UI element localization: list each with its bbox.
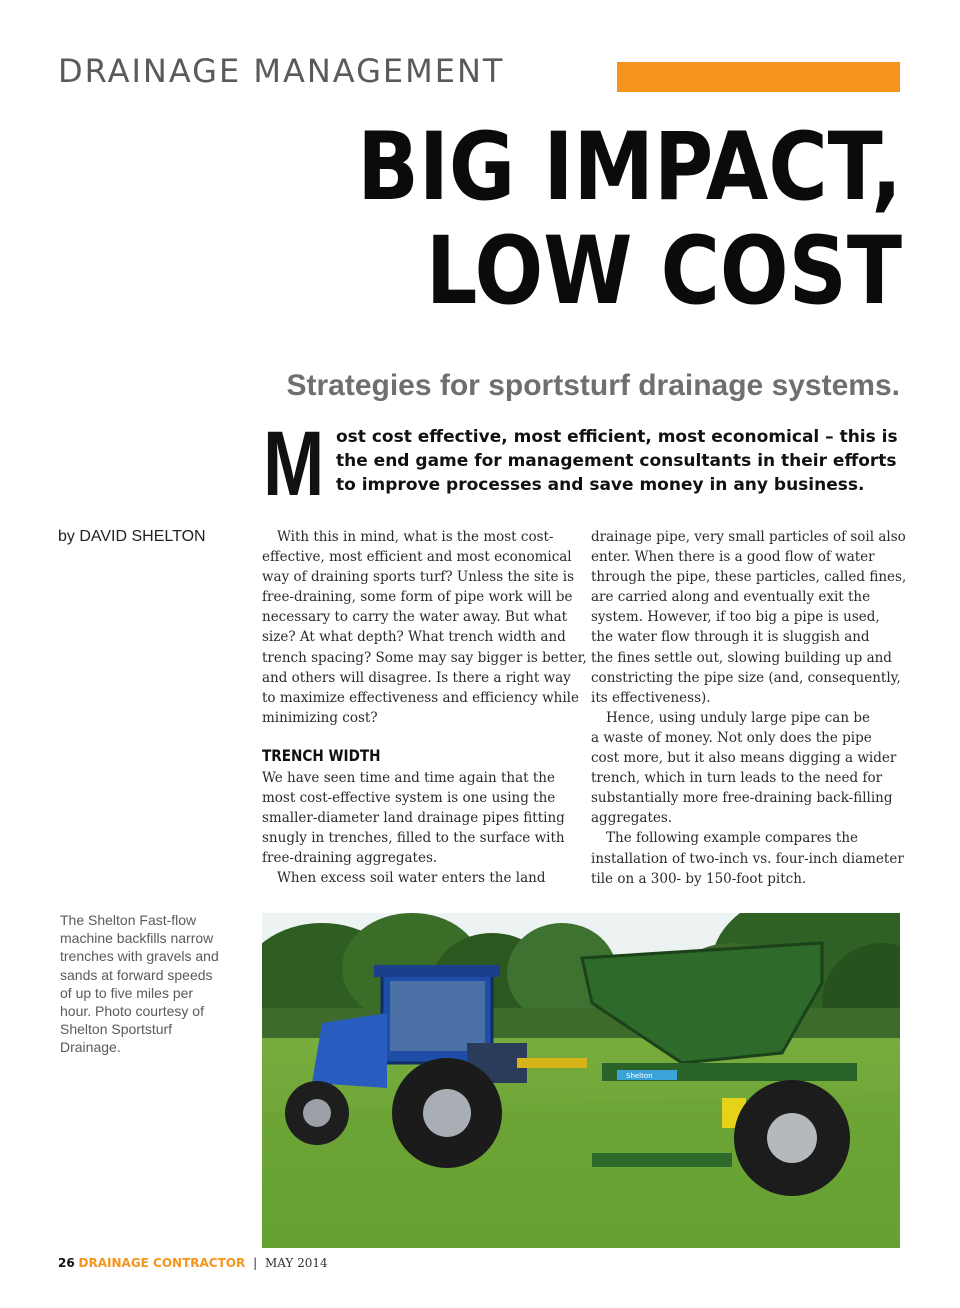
- text-line: through the pipe, these particles, called fines,: [591, 569, 907, 586]
- text-line: When excess soil water enters the land: [277, 870, 546, 887]
- footer-separator: |: [253, 1256, 258, 1270]
- tractor-illustration: [262, 913, 900, 1248]
- drop-cap: M: [263, 413, 325, 515]
- text-line: the fines settle out, slowing building up and: [591, 649, 892, 666]
- article-column-2: [591, 527, 907, 889]
- text-line: Hence, using unduly large pipe can be: [606, 709, 870, 726]
- intro-line: to improve processes and save money in any business.: [336, 475, 865, 495]
- text-line: enter. When there is a good flow of water: [591, 549, 875, 566]
- photo-caption: [60, 911, 235, 1057]
- text-line: minimizing cost?: [262, 709, 378, 726]
- text-line: tile on a 300- by 150-foot pitch.: [591, 870, 807, 887]
- issue-date: MAY 2014: [264, 1256, 328, 1270]
- magazine-name: DRAINAGE CONTRACTOR: [78, 1256, 246, 1270]
- hopper-trailer: [582, 943, 857, 1196]
- text-line: smaller-diameter land drainage pipes fitting: [262, 810, 565, 827]
- caption-line: hour. Photo courtesy of: [60, 1003, 204, 1020]
- caption-line: of up to five miles per: [60, 984, 194, 1001]
- text-line: free-draining, some form of pipe work will be: [262, 589, 573, 606]
- caption-line: machine backfills narrow: [60, 930, 214, 947]
- text-line: aggregates.: [591, 810, 673, 827]
- page-footer: [58, 1256, 328, 1270]
- headline-line-1: BIG IMPACT,: [357, 113, 902, 222]
- text-line: size? At what depth? What trench width and: [262, 629, 566, 646]
- text-line: way of draining sports turf? Unless the site is: [262, 569, 575, 586]
- caption-line: sands at forward speeds: [60, 966, 213, 983]
- text-line: installation of two-inch vs. four-inch diameter: [591, 850, 904, 867]
- intro-line: the end game for management consultants in their efforts: [336, 451, 897, 471]
- text-line: The following example compares the: [606, 830, 859, 847]
- text-line: substantially more free-draining back-filling: [591, 790, 893, 807]
- text-line: and others will disagree. Is there a right way: [262, 669, 571, 686]
- section-subhead: TRENCH WIDTH: [262, 745, 381, 765]
- text-line: necessary to carry the water away. But what: [262, 609, 568, 626]
- text-line: constricting the pipe size (and, consequently,: [591, 669, 901, 686]
- text-line: We have seen time and time again that the: [262, 769, 555, 786]
- text-line: to maximize effectiveness and efficiency while: [262, 689, 579, 706]
- text-line: system. However, if too big a pipe is used,: [591, 609, 880, 626]
- text-line: trench spacing? Some may say bigger is better,: [262, 649, 587, 666]
- caption-line: Drainage.: [60, 1039, 121, 1056]
- text-line: cost more, but it also means digging a wider: [591, 750, 897, 767]
- page-number: 26: [58, 1256, 75, 1270]
- caption-line: trenches with gravels and: [60, 948, 219, 965]
- text-line: a waste of money. Not only does the pipe: [591, 729, 872, 746]
- section-label: DRAINAGE MANAGEMENT: [58, 52, 505, 90]
- text-line: snugly in trenches, filled to the surface with: [262, 830, 565, 847]
- text-line: drainage pipe, very small particles of soil also: [591, 529, 906, 545]
- text-line: trench, which in turn leads to the need for: [591, 770, 883, 787]
- section-accent-bar: [617, 62, 900, 92]
- intro-line: ost cost effective, most efficient, most economical – this is: [336, 427, 898, 447]
- text-line: most cost-effective system is one using the: [262, 790, 556, 807]
- text-line: the water flow through it is sluggish and: [591, 629, 870, 646]
- text-line: are carried along and eventually exit the: [591, 589, 871, 606]
- text-line: free-draining aggregates.: [262, 850, 438, 867]
- byline: by DAVID SHELTON: [58, 528, 206, 545]
- text-line: its effectiveness).: [591, 689, 711, 706]
- text-line: effective, most efficient and most economical: [262, 549, 572, 566]
- text-line: With this in mind, what is the most cost-: [277, 529, 554, 545]
- article-column-1: [262, 527, 587, 889]
- tractor-photo: [262, 913, 900, 1248]
- headline-line-2: LOW COST: [425, 217, 902, 326]
- caption-line: The Shelton Fast-flow: [60, 912, 197, 928]
- subtitle: Strategies for sportsturf drainage systems.: [286, 369, 900, 402]
- hopper-brand-label: Shelton: [626, 1072, 653, 1080]
- intro-paragraph: [336, 425, 902, 497]
- headline: [300, 113, 902, 326]
- caption-line: Shelton Sportsturf: [60, 1021, 173, 1038]
